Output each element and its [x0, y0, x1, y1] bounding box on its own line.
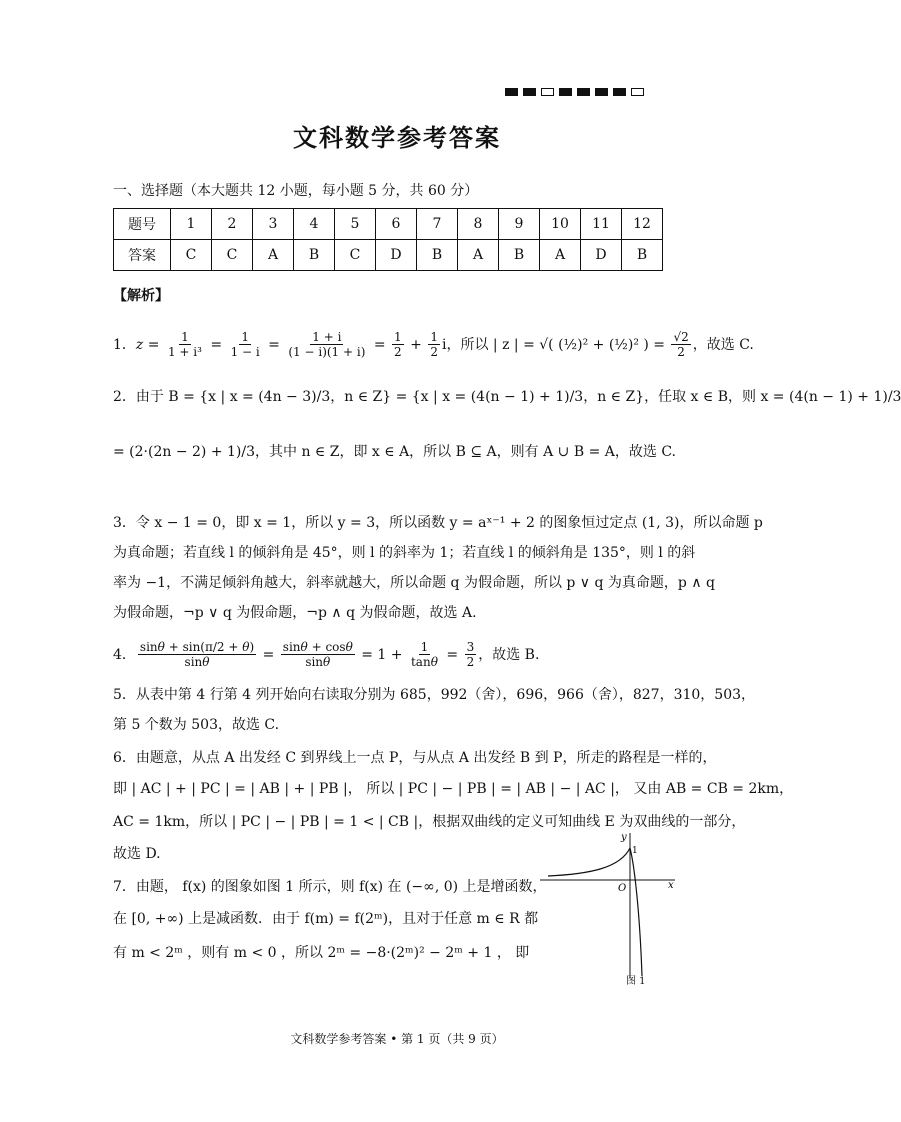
formula: 1．z = $\frac{1}{\text{1 + i³}}$ = $\frac{1}{1 - i}$ = $\frac{1 + i}{(1 - i)(1 + i)}$ = $\frac{1}{2}$ + $\frac{1}{2}$ i — [113, 330, 447, 360]
table-cell: 11 — [581, 209, 622, 240]
table-cell: 12 — [622, 209, 663, 240]
table-row — [114, 209, 663, 240]
solution-7-line-3: 有 m < 2ᵐ ，则有 m < 0 ，所以 2ᵐ = −8·(2ᵐ)² − 2ᵐ + 1 ， 即 — [113, 945, 530, 961]
solution-5-line-1: 5．从表中第 4 行第 4 列开始向右读取分别为 685，992（舍），696，966（舍），827，310，503， — [113, 687, 756, 703]
table-cell: B — [499, 240, 540, 271]
table-cell: A — [458, 240, 499, 271]
formula: √( (½)² + (½)² ) = $\frac{√2}{2}$ — [539, 330, 689, 360]
intercept-label: 1 — [632, 846, 638, 856]
table-cell: 5 — [335, 209, 376, 240]
table-cell: D — [376, 240, 417, 271]
table-cell: 2 — [212, 209, 253, 240]
solution-3-line-3: 率为 −1，不满足倾斜角越大，斜率就越大，所以命题 q 为假命题，所以 p ∨ q 为真命题，p ∧ q — [113, 575, 715, 591]
analysis-label: 【解析】 — [113, 288, 169, 304]
table-header-cell: 答案 — [114, 240, 171, 271]
q4-tail: ，故选 B. — [478, 646, 540, 663]
table-cell: 4 — [294, 209, 335, 240]
table-row — [114, 240, 663, 271]
solution-3-line-2: 为真命题；若直线 l 的倾斜角是 45°，则 l 的斜率为 1；若直线 l 的倾斜角是 135°，则 l 的斜 — [113, 545, 696, 561]
table-cell: 1 — [171, 209, 212, 240]
header-mark — [559, 88, 572, 96]
figure-caption: 图 1 — [626, 976, 646, 987]
solution-3-line-4: 为假命题，¬p ∨ q 为假命题，¬p ∧ q 为假命题，故选 A. — [113, 605, 477, 621]
origin-label: O — [618, 883, 627, 894]
q1-text: ，所以 | z | = — [446, 336, 540, 353]
table-cell: 9 — [499, 209, 540, 240]
header-mark — [631, 88, 644, 96]
header-mark — [613, 88, 626, 96]
table-cell: B — [417, 240, 458, 271]
table-cell: C — [212, 240, 253, 271]
section-heading: 一、选择题（本大题共 12 小题，每小题 5 分，共 60 分） — [113, 183, 479, 199]
table-cell: B — [622, 240, 663, 271]
header-mark — [577, 88, 590, 96]
header-mark — [505, 88, 518, 96]
header-mark — [595, 88, 608, 96]
table-cell: B — [294, 240, 335, 271]
q1-tail: ，故选 C. — [692, 336, 754, 353]
page-title: 文科数学参考答案 — [293, 123, 501, 152]
header-mark — [541, 88, 554, 96]
table-cell: C — [335, 240, 376, 271]
solution-6-line-1: 6．由题意，从点 A 出发经 C 到界线上一点 P，与从点 A 出发经 B 到 P，所走的路程是一样的， — [113, 750, 717, 766]
table-cell: 7 — [417, 209, 458, 240]
formula: 4． $\frac{\sin\theta + \sin(\pi/2 + \theta)}{\sin\theta}$ = $\frac{\sin\theta + \cos\theta}{\sin\theta}$ = 1 + $\frac{1}{\tan\theta}$ = $\frac{3}{2}$ — [113, 640, 475, 670]
solution-5-line-2: 第 5 个数为 503，故选 C. — [113, 717, 280, 733]
table-cell: A — [253, 240, 294, 271]
solution-1 — [113, 330, 754, 360]
solution-2-line-1: 2．由于 B = {x | x = (4n − 3)/3，n ∈ Z} = {x | x = (4(n − 1) + 1)/3，n ∈ Z}，任取 x ∈ B，则 x = (4(n − 1) + 1)/3 — [113, 389, 901, 405]
table-cell: 8 — [458, 209, 499, 240]
solution-7-line-1: 7．由题， f(x) 的图象如图 1 所示，则 f(x) 在 (−∞, 0) 上是增函数， — [113, 879, 547, 895]
answer-table — [113, 208, 663, 271]
function-graph-figure — [540, 828, 700, 988]
table-cell: 6 — [376, 209, 417, 240]
solution-7-line-2: 在 [0, +∞) 上是减函数．由于 f(m) = f(2ᵐ)，且对于任意 m ∈ R 都 — [113, 911, 539, 927]
solution-6-line-2: 即 | AC | + | PC | = | AB | + | PB |， 所以 | PC | − | PB | = | AB | − | AC |， 又由 AB = CB = 2km， — [113, 781, 794, 797]
x-axis-label: x — [668, 880, 674, 891]
curve-left — [548, 848, 630, 876]
table-header-cell: 题号 — [114, 209, 171, 240]
page-footer: 文科数学参考答案 • 第 1 页（共 9 页） — [290, 1032, 504, 1046]
solution-3-line-1: 3．令 x − 1 = 0，即 x = 1，所以 y = 3，所以函数 y = aˣ⁻¹ + 2 的图象恒过定点 (1, 3)，所以命题 p — [113, 515, 763, 531]
header-marks — [505, 88, 644, 96]
solution-6-line-4: 故选 D. — [113, 846, 161, 862]
header-mark — [523, 88, 536, 96]
y-axis-label: y — [621, 832, 627, 843]
curve-right — [630, 848, 642, 976]
table-cell: D — [581, 240, 622, 271]
table-cell: 10 — [540, 209, 581, 240]
table-cell: C — [171, 240, 212, 271]
solution-2-line-2: = (2·(2n − 2) + 1)/3，其中 n ∈ Z，即 x ∈ A，所以 B ⊆ A，则有 A ∪ B = A，故选 C. — [113, 444, 677, 460]
solution-4 — [113, 640, 539, 670]
table-cell: 3 — [253, 209, 294, 240]
table-cell: A — [540, 240, 581, 271]
solution-6-line-3: AC = 1km，所以 | PC | − | PB | = 1 < | CB |，根据双曲线的定义可知曲线 E 为双曲线的一部分， — [113, 814, 746, 830]
